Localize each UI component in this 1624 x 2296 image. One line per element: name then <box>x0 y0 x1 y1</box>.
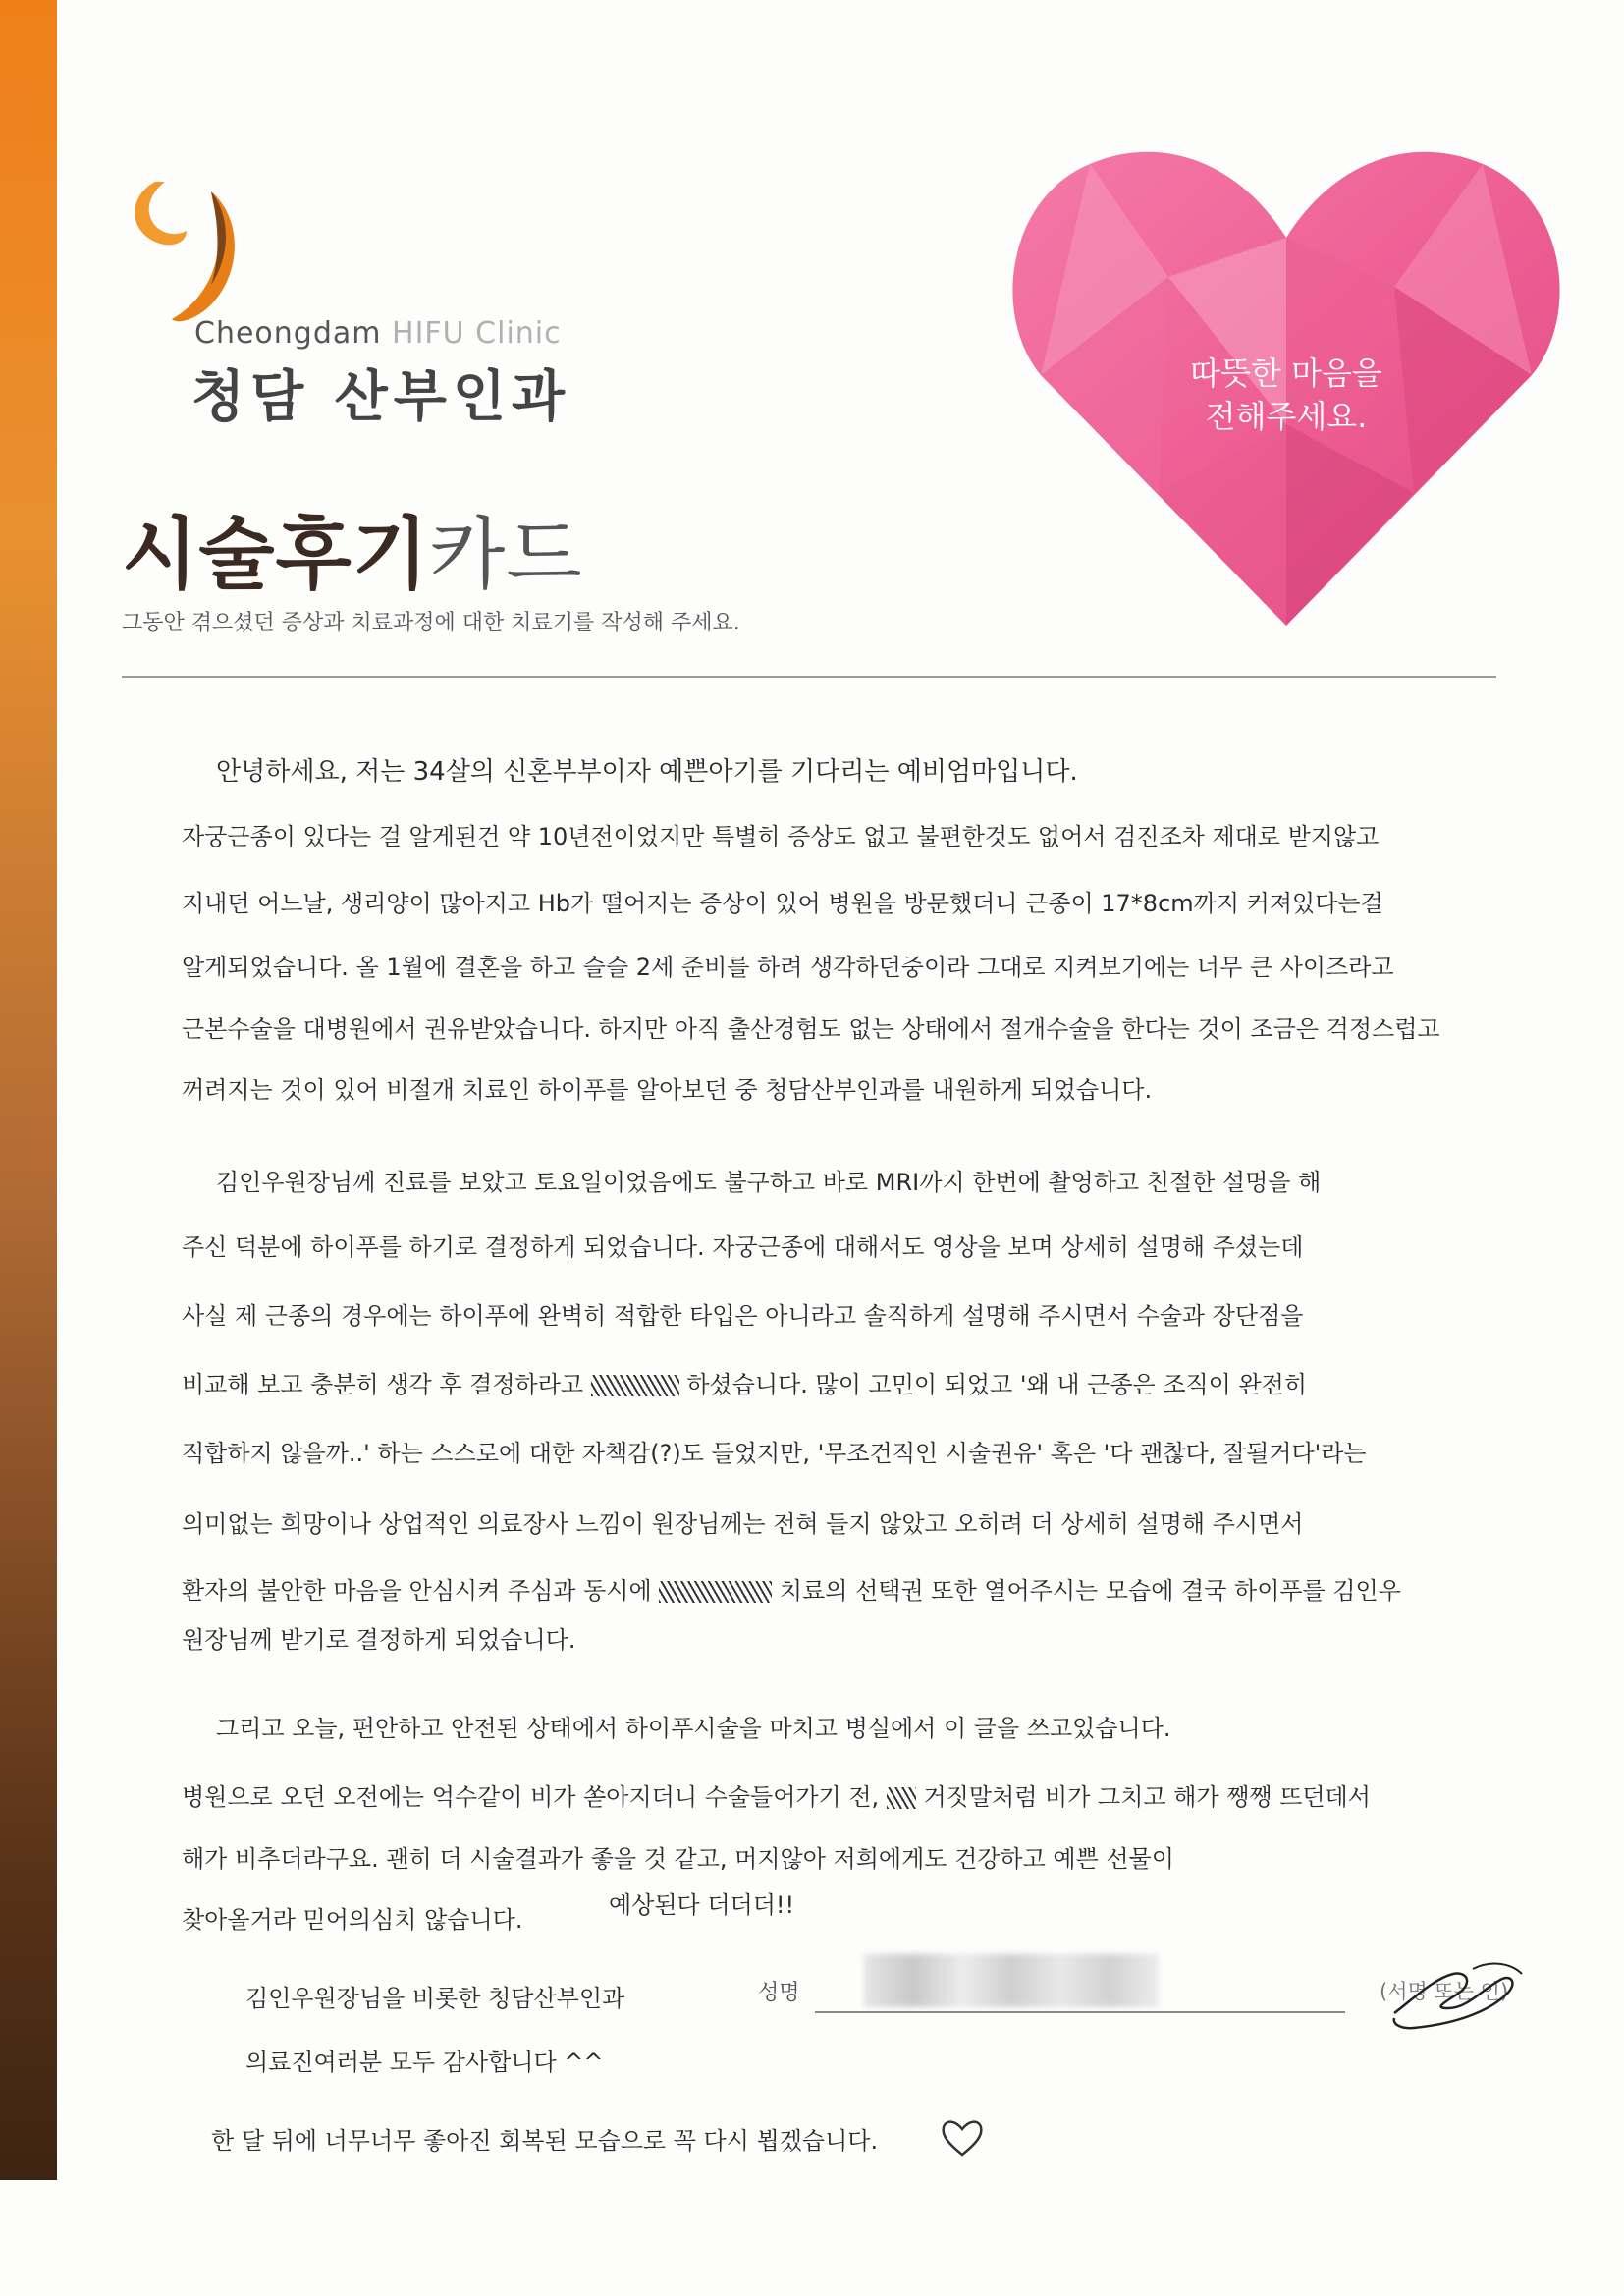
handwritten-signature-icon <box>1375 1949 1532 2038</box>
letter-line: 찾아올거라 믿어의심치 않습니다. <box>182 1906 523 1934</box>
card-subtitle: 그동안 겪으셨던 증상과 치료과정에 대한 치료기를 작성해 주세요. <box>122 611 740 635</box>
letter-segment: 치료의 선택권 또한 열어주시는 모습에 결국 하이푸를 김인우 <box>779 1577 1401 1605</box>
letter-line <box>182 1365 1307 1399</box>
letter-line: 꺼려지는 것이 있어 비절개 치료인 하이푸를 알아보던 중 청담산부인과를 내원하게 되었습니다. <box>182 1076 1153 1104</box>
letter-line: 사실 제 근종의 경우에는 하이푸에 완벽히 적합한 타입은 아니라고 솔직하게 설명해 주시면서 수술과 장단점을 <box>182 1302 1304 1330</box>
sidebar-gradient-bar <box>0 0 57 2180</box>
letter-line: 의미없는 희망이나 상업적인 의료장사 느낌이 원장님께는 전혀 들지 않았고 오히려 더 상세히 설명해 주시면서 <box>182 1510 1304 1538</box>
letter-line: 적합하지 않을까..' 하는 스스로에 대한 자책감(?)도 들었지만, '무조건적인 시술권유' 혹은 '다 괜찮다, 잘될거다'라는 <box>182 1440 1367 1467</box>
card-title-bold: 시술후기 <box>122 509 430 600</box>
letter-line: 지내던 어느날, 생리양이 많아지고 Hb가 떨어지는 증상이 있어 병원을 방문했더니 근종이 17*8cm까지 커져있다는걸 <box>182 890 1383 917</box>
scribble-mark <box>591 1375 679 1396</box>
letter-line: 근본수술을 대병원에서 권유받았습니다. 하지만 아직 출산경험도 없는 상태에서 절개수술을 한다는 것이 조금은 걱정스럽고 <box>182 1015 1440 1043</box>
clinic-name-ko: 청담 산부인과 <box>191 365 571 429</box>
letter-segment: 하셨습니다. 많이 고민이 되었고 '왜 내 근종은 조직이 완전히 <box>686 1371 1308 1398</box>
letter-line: 해가 비추더라구요. 괜히 더 시술결과가 좋을 것 같고, 머지않아 저희에게도 건강하고 예쁜 선물이 <box>182 1845 1174 1873</box>
signature-label: 성명 <box>758 1981 800 2005</box>
letter-line: 원장님께 받기로 결정하게 되었습니다. <box>182 1626 576 1654</box>
signature-note: (서명 또는 인) <box>1380 1980 1509 2003</box>
letter-annotation: 예상된다 더더더!! <box>609 1891 795 1919</box>
letter-line: 자궁근종이 있다는 걸 알게된건 약 10년전이었지만 특별히 증상도 없고 불편한것도 없어서 검진조차 제대로 받지않고 <box>182 823 1380 850</box>
card-title <box>122 491 583 604</box>
heart-doodle-icon <box>938 2111 987 2160</box>
letter-line: 그리고 오늘, 편안하고 안전된 상태에서 하이푸시술을 마치고 병실에서 이 글을 쓰고있습니다. <box>216 1715 1171 1742</box>
letter-segment: 병원으로 오던 오전에는 억수같이 비가 쏟아지더니 수술들어가기 전, <box>182 1783 880 1811</box>
letter-line <box>182 1777 1371 1812</box>
clinic-name-en <box>194 316 562 351</box>
letter-line: 안녕하세요, 저는 34살의 신혼부부이자 예쁜아기를 기다리는 예비엄마입니다. <box>216 757 1078 787</box>
letter-line: 김인우원장님을 비롯한 청담산부인과 <box>245 1985 625 2012</box>
heart-message <box>1129 352 1443 438</box>
header-divider <box>122 676 1496 678</box>
letter-line: 의료진여러분 모두 감사합니다 ^^ <box>245 2049 604 2076</box>
letter-segment: 거짓말처럼 비가 그치고 해가 쨍쨍 뜨던데서 <box>923 1783 1371 1811</box>
clinic-name-en-prefix: Cheongdam <box>194 316 393 351</box>
signature-line <box>815 2011 1345 2013</box>
letter-line <box>182 1571 1401 1606</box>
heart-message-line1: 따뜻한 마음을 <box>1190 355 1382 392</box>
letter-line: 한 달 뒤에 너무너무 좋아진 회복된 모습으로 꼭 다시 뵙겠습니다. <box>211 2127 879 2155</box>
scribble-mark <box>887 1787 916 1809</box>
letter-segment: 비교해 보고 충분히 생각 후 결정하라고 <box>182 1371 584 1398</box>
heart-message-line2: 전해주세요. <box>1205 398 1368 435</box>
letter-segment: 환자의 불안한 마음을 안심시켜 주심과 동시에 <box>182 1577 652 1605</box>
letter-line: 주신 덕분에 하이푸를 하기로 결정하게 되었습니다. 자궁근종에 대해서도 영상을 보며 상세히 설명해 주셨는데 <box>182 1233 1304 1261</box>
letter-line: 알게되었습니다. 올 1월에 결혼을 하고 슬슬 2세 준비를 하려 생각하던중이라 그대로 지켜보기에는 너무 큰 사이즈라고 <box>182 954 1394 981</box>
letter-line: 김인우원장님께 진료를 보았고 토요일이었음에도 불구하고 바로 MRI까지 한번에 촬영하고 친절한 설명을 해 <box>216 1169 1322 1196</box>
card-title-rest: 카드 <box>429 509 583 600</box>
clinic-name-en-highlight: HIFU Clinic <box>392 316 562 351</box>
scribble-mark <box>659 1581 772 1603</box>
redacted-name <box>864 1954 1159 2007</box>
clinic-logo-icon <box>118 162 275 329</box>
